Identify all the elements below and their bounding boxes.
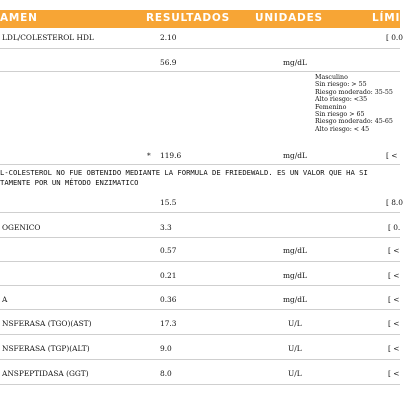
result-value: 56.9 [160,58,177,67]
header-limits: LÍMITE [372,12,416,24]
result-value: 3.3 [160,223,172,232]
unit-value: U/L [288,369,302,378]
reference-line: Sin riesgo: > 55 [315,81,367,89]
result-value: 0.36 [160,295,177,304]
reference-line: Femenino [315,103,347,111]
limit-value: [ 0. [388,223,401,232]
result-value: 2.10 [160,33,177,42]
unit-value: mg/dL [283,295,307,304]
reference-line: Sin riesgo > 65 [315,111,365,118]
table-header [0,10,416,28]
row-divider [0,285,400,286]
limit-value: [ 8.0 [386,198,403,207]
result-value: 0.57 [160,246,177,255]
header-results: RESULTADOS [146,12,230,24]
reference-line: Alto riesgo: <35 [315,96,368,104]
limit-value: [ < [388,369,400,378]
limit-value: [ < [388,295,400,304]
exam-name: NSFERASA (TGO)(AST) [2,319,92,328]
unit-value: mg/dL [283,246,307,255]
exam-name: ANSPEPTIDASA (GGT) [2,369,89,378]
reference-line: Masculino [315,74,348,81]
limit-value: [ < [388,344,400,353]
row-divider [0,359,400,360]
abnormal-flag: * [147,151,151,160]
limit-value: [ < [388,319,400,328]
unit-value: U/L [288,319,302,328]
reference-line: Riesgo moderado: 35-55 [315,88,393,96]
row-divider [0,261,400,262]
exam-name: A [2,295,8,304]
result-value: 15.5 [160,198,177,207]
row-divider [0,384,400,385]
result-value: 119.6 [160,151,182,160]
limit-value: [ < [388,271,400,280]
row-divider [0,71,400,72]
row-divider [0,164,400,165]
result-value: 9.0 [160,344,172,353]
row-divider [0,309,400,310]
result-value: 17.3 [160,319,177,328]
row-divider [0,48,400,49]
limit-value: [ < [388,246,400,255]
method-note-line: TAMENTE POR UN MÉTODO ENZIMATICO [0,178,139,187]
unit-value: mg/dL [283,271,307,280]
exam-name: OGENICO [2,223,41,232]
limit-value: [ 0.0 [386,33,403,42]
exam-name: LDL/COLESTEROL HDL [2,33,94,42]
reference-line: Alto riesgo: < 45 [315,125,370,133]
row-divider [0,212,400,213]
unit-value: mg/dL [283,151,307,160]
reference-line: Riesgo moderado: 45-65 [315,118,393,126]
row-divider [0,334,400,335]
unit-value: mg/dL [283,58,307,67]
unit-value: U/L [288,344,302,353]
header-exam: AMEN [0,12,38,24]
result-value: 0.21 [160,271,177,280]
row-divider [0,237,400,238]
exam-name: NSFERASA (TGP)(ALT) [2,344,90,353]
method-note-line: L-COLESTEROL NO FUE OBTENIDO MEDIANTE LA FORMULA DE FRIEDEWALD. ES UN VALOR QUE HA SI [0,168,368,177]
header-units: UNIDADES [255,12,323,24]
limit-value: [ < [386,151,398,160]
result-value: 8.0 [160,369,172,378]
